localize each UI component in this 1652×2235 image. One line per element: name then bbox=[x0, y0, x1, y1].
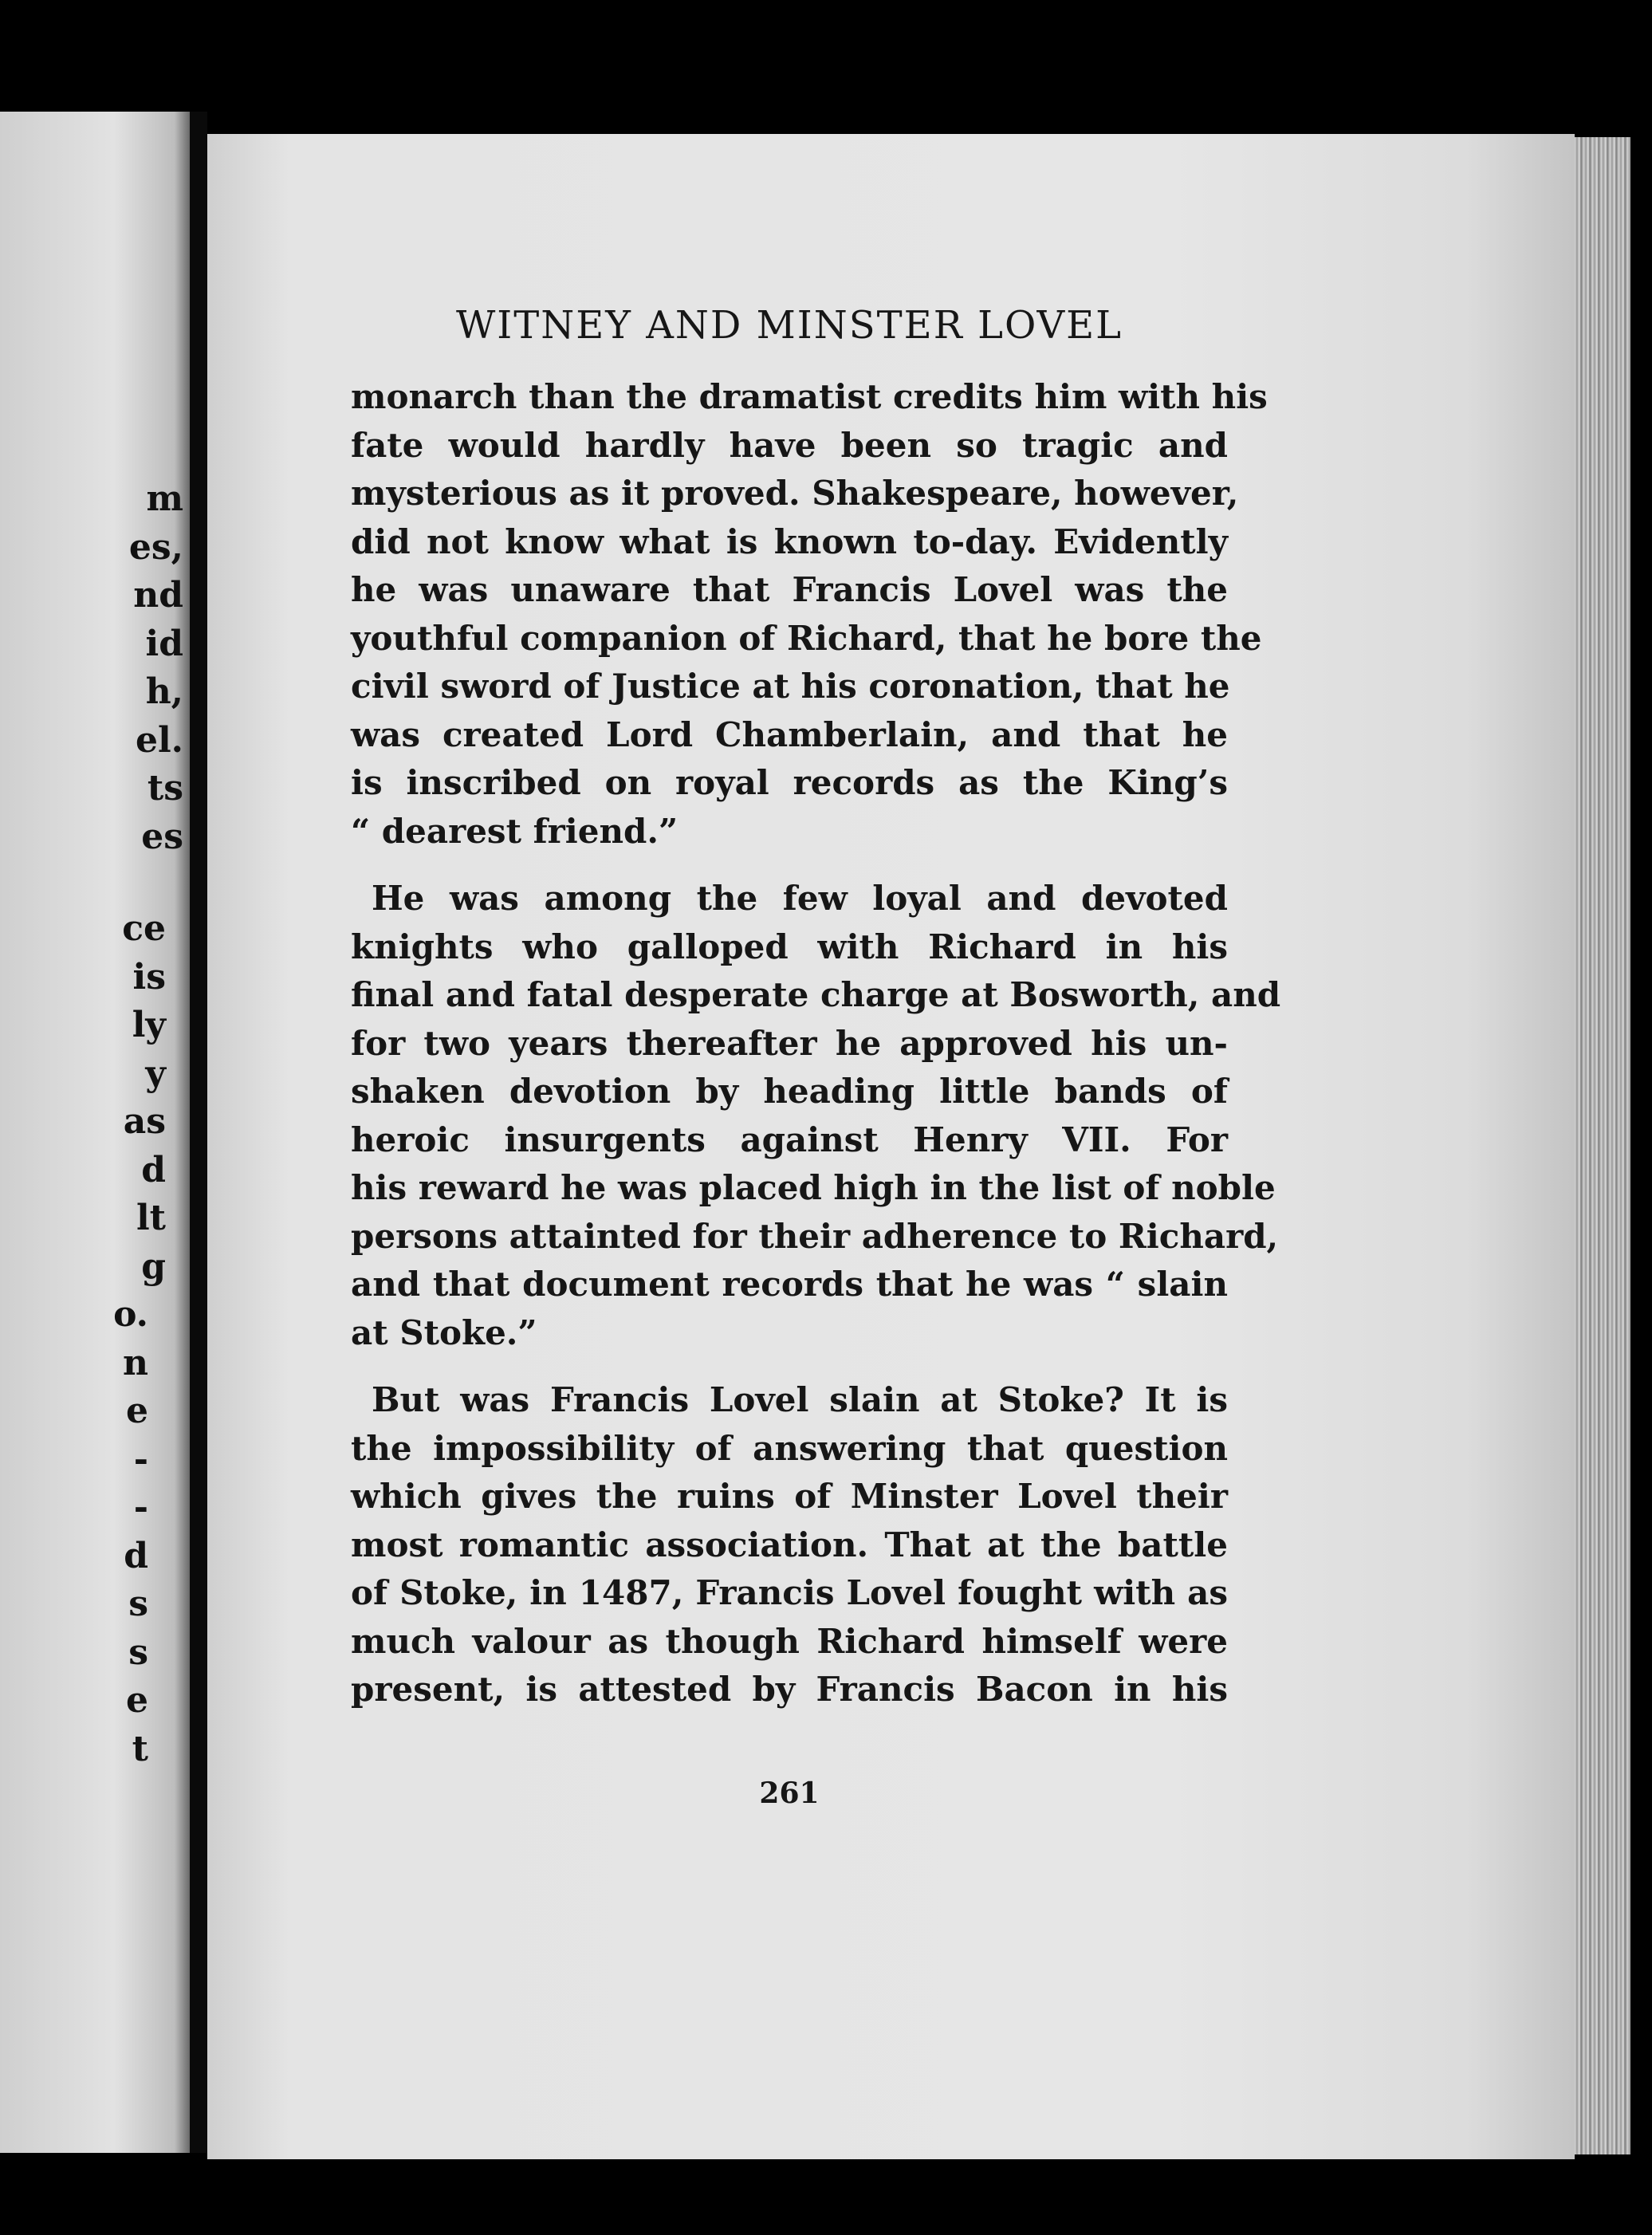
text-line: his reward he was placed high in the list of noble bbox=[351, 1168, 1276, 1207]
left-fragment-line: y bbox=[145, 1053, 166, 1094]
left-facing-page bbox=[0, 112, 190, 2153]
text-line: youthful companion of Richard, that he bore the bbox=[351, 618, 1262, 658]
left-fragment-line: g bbox=[141, 1245, 166, 1287]
text-line: monarch than the dramatist credits him with his bbox=[351, 377, 1268, 416]
left-fragment-line: s bbox=[128, 1584, 148, 1624]
left-fragment-line: - bbox=[133, 1487, 148, 1528]
text-line: is inscribed on royal records as the King’s bbox=[351, 763, 1228, 802]
page-edge-stack bbox=[1575, 137, 1630, 2154]
left-fragment-line: ts bbox=[147, 768, 183, 809]
text-line: and that document records that he was “ slain bbox=[351, 1265, 1228, 1304]
paragraph-3 bbox=[351, 1376, 1228, 1714]
text-line: But was Francis Lovel slain at Stoke? It is bbox=[372, 1380, 1228, 1419]
text-line: for two years thereafter he approved his un- bbox=[351, 1023, 1228, 1063]
left-paragraph-gap bbox=[0, 861, 190, 905]
page-text-block bbox=[351, 303, 1281, 1714]
left-fragment-line: s bbox=[128, 1631, 148, 1673]
left-fragment-line: e bbox=[126, 1391, 148, 1431]
text-line: knights who galloped with Richard in his bbox=[351, 927, 1228, 966]
text-line: was created Lord Chamberlain, and that he bbox=[351, 714, 1228, 754]
text-line: did not know what is known to-day. Evidently bbox=[351, 521, 1228, 561]
text-line: shaken devotion by heading little bands of bbox=[351, 1072, 1228, 1111]
text-line: he was unaware that Francis Lovel was the bbox=[351, 570, 1228, 609]
left-fragment-line: es bbox=[141, 816, 183, 857]
paragraph-2 bbox=[351, 875, 1281, 1357]
running-head: WITNEY AND MINSTER LOVEL bbox=[455, 303, 1123, 348]
left-fragment-line: o. bbox=[113, 1294, 148, 1335]
left-fragment-line: m bbox=[146, 478, 183, 519]
text-line: the impossibility of answering that question bbox=[351, 1428, 1228, 1468]
left-fragment-line: n bbox=[123, 1342, 148, 1383]
page-number: 261 bbox=[759, 1777, 820, 1810]
text-line: final and fatal desperate charge at Bosworth, and bbox=[351, 975, 1281, 1014]
book-gutter bbox=[190, 112, 207, 2153]
text-line: civil sword of Justice at his coronation, that he bbox=[351, 667, 1230, 706]
left-fragment-line: as bbox=[123, 1101, 166, 1142]
left-fragment-line: h, bbox=[145, 671, 183, 712]
text-line: fate would hardly have been so tragic and bbox=[351, 425, 1228, 465]
left-fragment-line: el. bbox=[135, 719, 183, 761]
text-line: most romantic association. That at the battle bbox=[351, 1525, 1228, 1564]
text-line: persons attainted for their adherence to Richard, bbox=[351, 1216, 1279, 1256]
text-line: mysterious as it proved. Shakespeare, however, bbox=[351, 474, 1239, 513]
left-fragment-line: lt bbox=[136, 1198, 166, 1238]
left-fragment-line: t bbox=[132, 1728, 148, 1769]
text-line: He was among the few loyal and devoted bbox=[372, 879, 1228, 918]
left-fragment-line: - bbox=[133, 1438, 148, 1480]
left-fragment-line: e bbox=[126, 1680, 148, 1721]
text-line: at Stoke.” bbox=[351, 1312, 537, 1352]
left-fragment-line: ce bbox=[122, 908, 166, 949]
left-fragment-line: id bbox=[145, 623, 183, 664]
left-fragment-line: ly bbox=[132, 1005, 166, 1045]
text-line: of Stoke, in 1487, Francis Lovel fought with as bbox=[351, 1573, 1228, 1612]
text-line: much valour as though Richard himself were bbox=[351, 1621, 1228, 1661]
left-fragment-line: is bbox=[132, 956, 166, 997]
text-line: present, is attested by Francis Bacon in his bbox=[351, 1670, 1228, 1709]
text-line: which gives the ruins of Minster Lovel their bbox=[351, 1477, 1228, 1516]
text-line: heroic insurgents against Henry VII. For bbox=[351, 1119, 1228, 1159]
left-fragment-line: es, bbox=[128, 526, 183, 568]
left-fragment-line: d bbox=[141, 1149, 166, 1190]
text-line: “ dearest friend.” bbox=[351, 811, 678, 851]
left-page-text-fragments bbox=[0, 475, 190, 1773]
left-fragment-line: nd bbox=[133, 575, 183, 616]
paragraph-1 bbox=[351, 373, 1268, 856]
left-fragment-line: d bbox=[124, 1535, 148, 1576]
